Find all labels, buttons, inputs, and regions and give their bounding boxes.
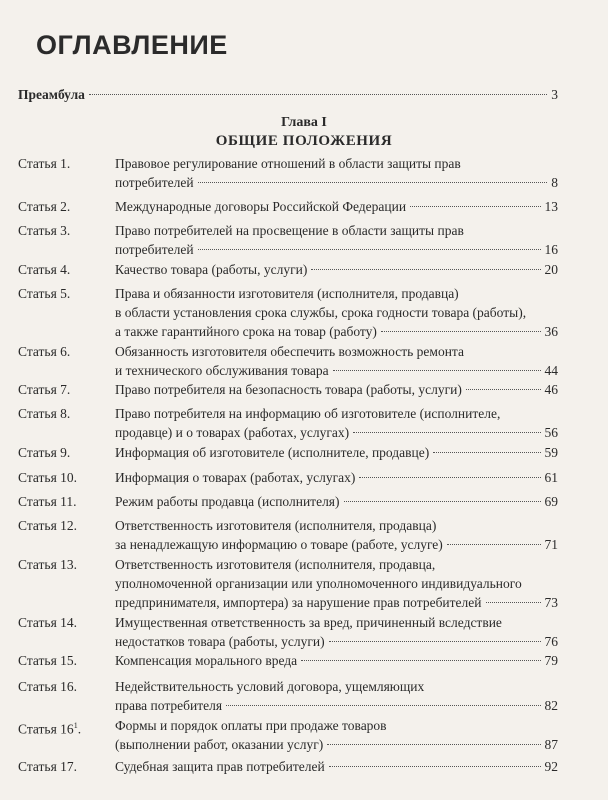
entry-text-line: Право потребителя на безопасность товара (работы, услуги) — [115, 382, 462, 397]
article-label: Статья 3. — [18, 223, 71, 238]
toc-entry — [18, 757, 558, 776]
article-label: Статья 13. — [18, 557, 78, 572]
entry-text-line: (выполнении работ, оказании услуг) — [115, 737, 324, 752]
entry-text-line: недостатков товара (работы, услуги) — [115, 634, 325, 649]
entry-page-number: 8 — [551, 175, 558, 190]
article-label: Статья 7. — [18, 382, 71, 397]
entry-page-number: 92 — [544, 759, 558, 774]
entry-page-number: 69 — [544, 494, 558, 509]
leader-dots — [329, 766, 541, 767]
toc-entry — [18, 342, 558, 380]
article-label: Статья 6. — [18, 344, 71, 359]
leader-dots — [198, 249, 541, 250]
article-label: Статья 9. — [18, 445, 71, 460]
entry-page-number: 59 — [544, 445, 558, 460]
entry-page-number: 44 — [544, 363, 558, 378]
chapter-heading — [0, 114, 608, 150]
article-label: Статья 17. — [18, 759, 78, 774]
article-label: Статья 16. — [18, 679, 78, 694]
entry-page-number: 73 — [544, 595, 558, 610]
toc-entry — [18, 716, 558, 754]
toc-entry — [18, 555, 558, 612]
entry-page-number: 79 — [544, 653, 558, 668]
entry-text-line: Качество товара (работы, услуги) — [115, 262, 308, 277]
leader-dots — [353, 432, 540, 433]
article-label: Статья 15. — [18, 653, 78, 668]
entry-text-line: права потребителя — [115, 698, 223, 713]
leader-dots — [433, 452, 540, 453]
leader-dots — [359, 477, 540, 478]
article-label: Статья 4. — [18, 262, 71, 277]
entry-text-line: уполномоченной организации или уполномоченного индивидуального — [115, 576, 522, 591]
chapter-number: Глава I — [281, 115, 327, 130]
leader-dots — [89, 94, 547, 95]
entry-text-line: и технического обслуживания товара — [115, 363, 329, 378]
toc-entry — [18, 197, 558, 216]
entry-text-line: Формы и порядок оплаты при продаже товаров — [115, 718, 387, 733]
leader-dots — [311, 269, 540, 270]
leader-dots — [466, 389, 541, 390]
leader-dots — [410, 206, 540, 207]
entry-text-line: Режим работы продавца (исполнителя) — [115, 494, 340, 509]
preamble-label: Преамбула — [18, 87, 85, 102]
chapter-title: ОБЩИЕ ПОЛОЖЕНИЯ — [215, 133, 393, 149]
toc-entry — [18, 284, 558, 341]
entry-text-line: Компенсация морального вреда — [115, 653, 298, 668]
leader-dots — [301, 660, 540, 661]
toc-entry — [18, 154, 558, 192]
entry-text-line: в области установления срока службы, срока годности товара (работы), — [115, 305, 527, 320]
toc-entry — [18, 516, 558, 554]
entry-text-line: Ответственность изготовителя (исполнителя, продавца) — [115, 518, 437, 533]
entry-text-line: предпринимателя, импортера) за нарушение прав потребителей — [115, 595, 482, 610]
article-label: Статья 14. — [18, 615, 78, 630]
toc-entry — [18, 651, 558, 670]
entry-page-number: 13 — [544, 199, 558, 214]
entry-page-number: 82 — [544, 698, 558, 713]
article-label: Статья 10. — [18, 470, 78, 485]
toc-entry — [18, 492, 558, 511]
preamble-page: 3 — [551, 87, 558, 102]
article-label: Статья 11. — [18, 494, 77, 509]
entry-text-line: Ответственность изготовителя (исполнителя, продавца, — [115, 557, 436, 572]
leader-dots — [381, 331, 541, 332]
toc-entry — [18, 260, 558, 279]
entry-text-line: Информация о товарах (работах, услугах) — [115, 470, 356, 485]
entry-text-line: Права и обязанности изготовителя (исполнителя, продавца) — [115, 286, 459, 301]
toc-entry — [18, 468, 558, 487]
entry-text-line: потребителей — [115, 242, 194, 257]
article-label: Статья 8. — [18, 406, 71, 421]
article-label: Статья 12. — [18, 518, 78, 533]
entry-text-line: за ненадлежащую информацию о товаре (работе, услуге) — [115, 537, 443, 552]
entry-page-number: 61 — [544, 470, 558, 485]
toc-entry — [18, 443, 558, 462]
leader-dots — [226, 705, 540, 706]
leader-dots — [329, 641, 541, 642]
toc-entry — [18, 380, 558, 399]
entry-text-line: Право потребителей на просвещение в области защиты прав — [115, 223, 464, 238]
entry-page-number: 36 — [544, 324, 558, 339]
entry-page-number: 16 — [544, 242, 558, 257]
entry-text-line: продавце) и о товарах (работах, услугах) — [115, 425, 350, 440]
preamble-entry — [18, 87, 558, 103]
entry-text-line: Имущественная ответственность за вред, причиненный вследствие — [115, 615, 502, 630]
leader-dots — [447, 544, 541, 545]
entry-text-line: Правовое регулирование отношений в области защиты прав — [115, 156, 461, 171]
toc-entry — [18, 221, 558, 259]
toc-entry — [18, 613, 558, 651]
article-label: Статья 5. — [18, 286, 71, 301]
article-label: Статья 1. — [18, 156, 71, 171]
entry-text-line: Право потребителя на информацию об изготовителе (исполнителе, — [115, 406, 501, 421]
toc-entry — [18, 677, 558, 715]
article-superscript: 1 — [73, 721, 78, 730]
entry-text-line: а также гарантийного срока на товар (работу) — [115, 324, 377, 339]
entry-page-number: 76 — [544, 634, 558, 649]
leader-dots — [333, 370, 541, 371]
entry-text-line: Судебная защита прав потребителей — [115, 759, 325, 774]
leader-dots — [486, 602, 541, 603]
entry-text-line: потребителей — [115, 175, 194, 190]
entry-text-line: Информация об изготовителе (исполнителе, продавце) — [115, 445, 430, 460]
article-label: Статья 2. — [18, 199, 71, 214]
toc-entry — [18, 404, 558, 442]
entry-text-line: Обязанность изготовителя обеспечить возможность ремонта — [115, 344, 464, 359]
entry-page-number: 87 — [544, 737, 558, 752]
leader-dots — [327, 744, 540, 745]
article-label: Статья $16^1$. — [18, 721, 82, 737]
entry-page-number: 46 — [544, 382, 558, 397]
entry-page-number: 20 — [544, 262, 558, 277]
leader-dots — [198, 182, 548, 183]
leader-dots — [344, 501, 541, 502]
entry-text-line: Недействительность условий договора, ущемляющих — [115, 679, 425, 694]
entry-page-number: 71 — [544, 537, 558, 552]
entry-page-number: 56 — [544, 425, 558, 440]
entry-text-line: Международные договоры Российской Федерации — [115, 199, 407, 214]
page-title: ОГЛАВЛЕНИЕ — [36, 30, 228, 60]
